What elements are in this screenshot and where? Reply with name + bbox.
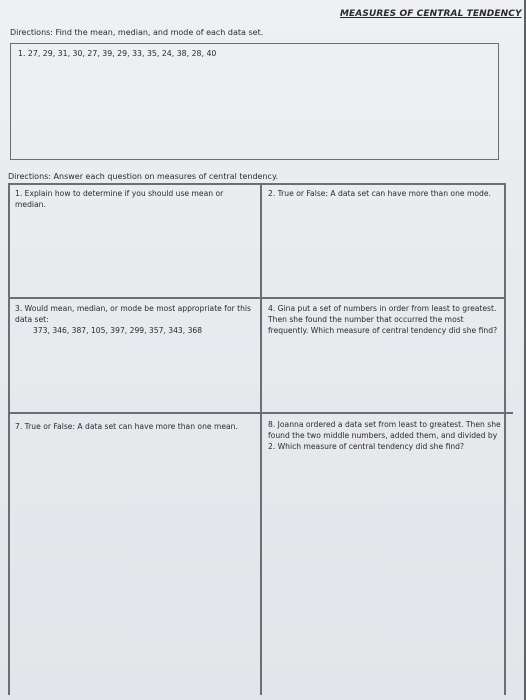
question-7-cell	[9, 418, 259, 435]
directions-find-mean-median-mode: Directions: Find the mean, median, and mode of each data set.	[10, 28, 264, 37]
question-7-text: 7. True or False: A data set can have more than one mean.	[15, 422, 238, 431]
question-2-text: 2. True or False: A data set can have more than one mode.	[268, 189, 491, 198]
directions-answer-questions: Directions: Answer each question on measures of central tendency.	[8, 172, 279, 181]
question-8-text: 8. Joanna ordered a data set from least to greatest. Then she found the two middle numbers, added them, and divided by 2. Which measure of central tendency did she find?	[268, 420, 501, 451]
question-1-data-set: 1. 27, 29, 31, 30, 27, 39, 29, 33, 35, 24, 38, 28, 40	[18, 49, 217, 58]
question-1-text: 1. Explain how to determine if you should use mean or median.	[15, 189, 224, 209]
question-grid	[8, 183, 513, 695]
grid-left-border	[8, 183, 10, 695]
grid-row-divider-2	[8, 412, 513, 414]
worksheet-title: MEASURES OF CENTRAL TENDENCY	[340, 9, 522, 19]
question-2-cell	[262, 185, 502, 202]
question-4-cell	[262, 300, 504, 339]
question-8-cell	[262, 416, 508, 455]
grid-row-divider-1	[8, 297, 505, 299]
question-1-cell	[9, 185, 259, 213]
question-3-text: 3. Would mean, median, or mode be most appropriate for this data set:	[15, 304, 251, 324]
answer-box-data-set	[10, 43, 499, 160]
question-3-data-set: 373, 346, 387, 105, 397, 299, 357, 343, 368	[33, 326, 203, 335]
question-3-cell	[9, 300, 259, 339]
question-4-text: 4. Gina put a set of numbers in order from least to greatest. Then she found the number that occurred the most frequently. Which measure of central tendency did she find?	[268, 304, 498, 335]
